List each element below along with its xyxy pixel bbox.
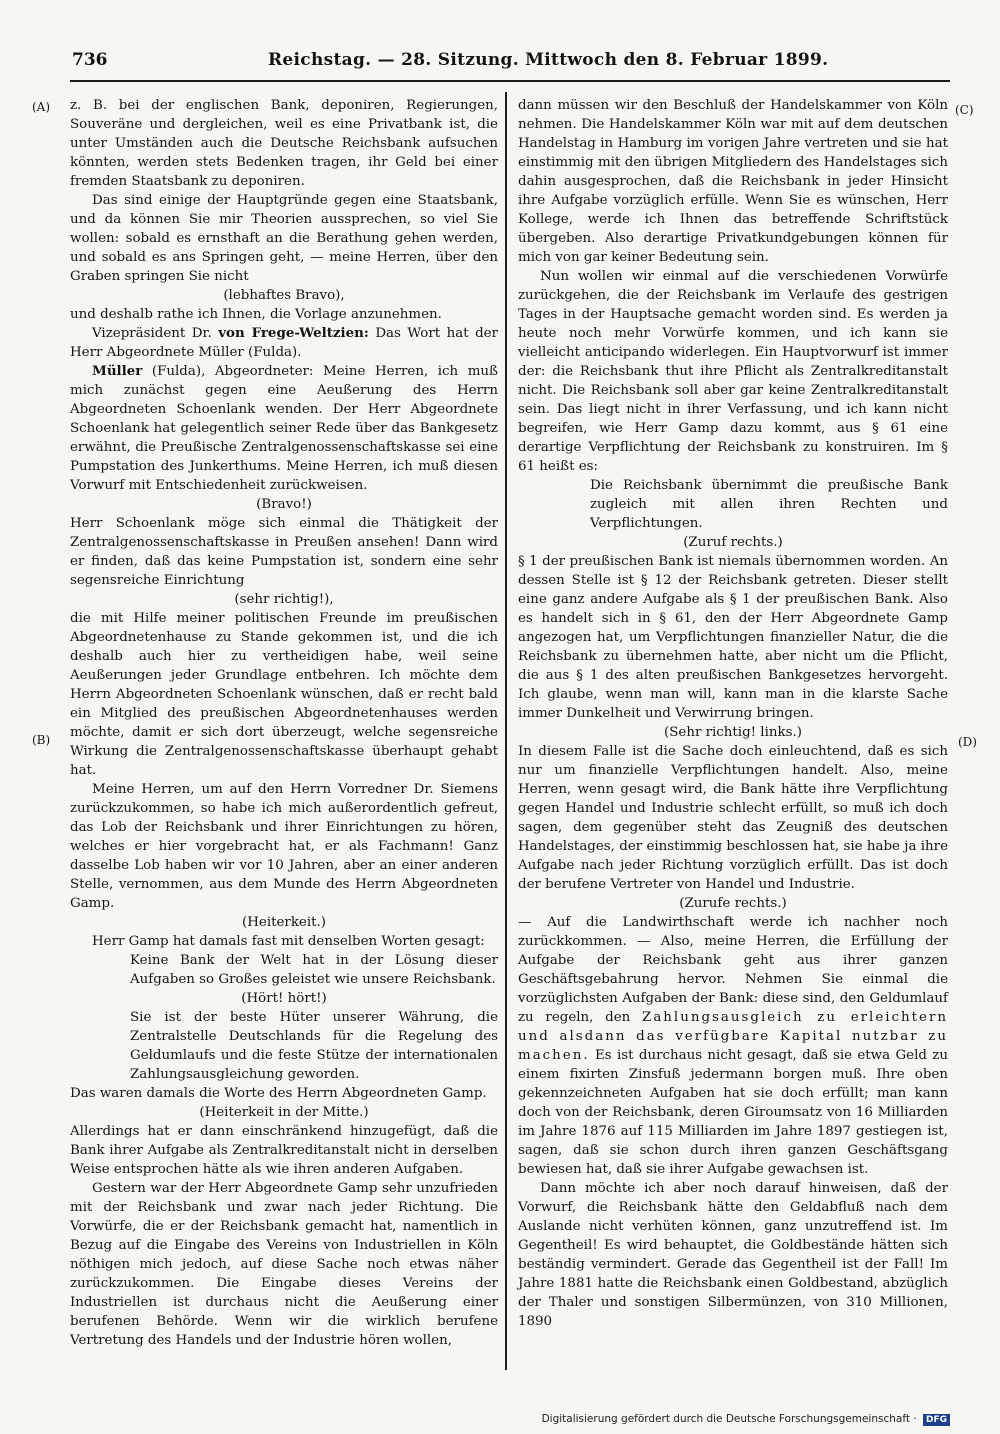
paragraph-text: — Auf die Landwirthschaft werde ich nachher noch zurückkommen. — Also, meine Herren, die Erfüllung der Aufgabe der Reichsbank geht aus ihrer ganzen Geschäftsgebahrung hervor. Nehmen Sie einmal die vorzüglichsten Aufgaben der Bank: diese sind, den Geldumlauf zu regeln, den bbox=[518, 915, 948, 1025]
interjection: (Heiterkeit in der Mitte.) bbox=[199, 1105, 369, 1120]
margin-mark-a: (A) bbox=[32, 100, 51, 114]
paragraph: Nun wollen wir einmal auf die verschiedenen Vorwürfe zurückgehen, die der Reichsbank im Verlaufe des gestrigen Tages in der Hauptsache gemacht worden sind. Es werden ja heute noch mehr Vorwürfe kommen, und ich kann sie vielleicht anticipando widerlegen. Ein Hauptvorwurf ist immer der: die Reichsbank thut ihre Pflicht als Zentralkreditanstalt nicht. Die Reichsbank soll aber gar keine Zentralkreditanstalt sein. Das liegt nicht in ihrer Verfassung, und ich kann nicht begreifen, wie Herr Gamp dazu kommt, aus § 61 eine derartige Verpflichtung der Reichsbank zu konstruiren. Im § 61 heißt es: bbox=[518, 269, 948, 474]
header-rule bbox=[70, 80, 950, 82]
speaker-text: (Fulda), Abgeordneter: Meine Herren, ich muß mich zunächst gegen eine Aeußerung des Herrn Abgeordneten Schoenlank wenden. Der Herr Abgeordnete Schoenlank hat gelegentlich seiner Rede über das Bankgesetz erwähnt, die Preußische Zentralgenossenschaftskasse sei eine Pumpstation des Junkerthums. Meine Herren, ich muß diesen Vorwurf mit Entschiedenheit zurückweisen. bbox=[70, 364, 498, 493]
margin-mark-b: (B) bbox=[32, 733, 51, 747]
left-column bbox=[70, 96, 498, 1350]
interjection: (sehr richtig!), bbox=[234, 592, 334, 607]
quotation: Die Reichsbank übernimmt die preußische Bank zugleich mit allen ihren Rechten und Verpflichtungen. bbox=[590, 478, 948, 531]
paragraph: Das sind einige der Hauptgründe gegen eine Staatsbank, und da können Sie mir Theorien aussprechen, so viel Sie wollen: sobald es ernsthaft an die Berathung gehen werden, und sobald es ans Springen geht, — meine Herren, über den Graben springen Sie nicht bbox=[70, 193, 498, 284]
paragraph: Gestern war der Herr Abgeordnete Gamp sehr unzufrieden mit der Reichsbank und zwar nach jeder Richtung. Die Vorwürfe, die er der Reichsbank gemacht hat, namentlich in Bezug auf die Eingabe des Vereins von Industriellen in Köln nöthigen mich jedoch, auf diese Sache noch etwas näher zurückzukommen. Die Eingabe dieses Vereins der Industriellen ist durchaus nicht die Aeußerung einer berufenen Behörde. Wenn wir die wirklich berufene Vertretung des Handels und der Industrie hören wollen, bbox=[70, 1181, 498, 1348]
paragraph: dann müssen wir den Beschluß der Handelskammer von Köln nehmen. Die Handelskammer Köln war mit auf dem deutschen Handelstag in Hamburg im vorigen Jahre vertreten und sie hat einstimmig mit den übrigen Mitgliedern des Handelstages sich dahin ausgesprochen, daß die Reichsbank in jeder Hinsicht ihre Aufgabe vorzüglich erfülle. Wenn Sie es wünschen, Herr Kollege, werde ich Ihnen das betreffende Schriftstück übergeben. Also derartige Privatkundgebungen können für mich von gar keiner Bedeutung sein. bbox=[518, 98, 948, 265]
column-divider bbox=[505, 92, 507, 1370]
interjection: (Zurufe rechts.) bbox=[679, 896, 787, 911]
interjection: (Heiterkeit.) bbox=[242, 915, 326, 930]
right-column bbox=[518, 96, 948, 1331]
speaker-name: Müller bbox=[92, 363, 143, 379]
paragraph: Das waren damals die Worte des Herrn Abgeordneten Gamp. bbox=[70, 1086, 487, 1101]
paragraph: In diesem Falle ist die Sache doch einleuchtend, daß es sich nur um finanzielle Verpflichtungen handelt. Also, meine Herren, wenn gesagt wird, die Bank hätte ihre Verpflichtung gegen Handel und Industrie schlecht erfüllt, so muß ich doch sagen, dem gegenüber steht das Zeugniß des deutschen Handelstages, der einstimmig beschlossen hat, sie habe ja ihre Aufgabe nach jeder Richtung vorzüglich erfüllt. Das ist doch der berufene Vertreter von Handel und Industrie. bbox=[518, 744, 948, 892]
paragraph-text: Es ist durchaus nicht gesagt, daß sie etwa Geld zu einem fixirten Zinsfuß jedermann borgen muß. Ihre oben gekennzeichneten Aufgaben hat sie doch erfüllt; man kann doch von der Reichsbank, deren Giroumsatz von 16 Milliarden im Jahre 1876 auf 115 Milliarden im Jahre 1897 gestiegen ist, sagen, daß sie schon durch ihren ganzen Geschäftsgang bewiesen hat, daß sie ihrer Aufgabe gewachsen ist. bbox=[518, 1048, 948, 1177]
paragraph: die mit Hilfe meiner politischen Freunde im preußischen Abgeordnetenhause zu Stande gekommen ist, und die ich deshalb auch hier zu vertheidigen habe, weil seine Aeußerungen jeder Grundlage entbehren. Ich möchte dem Herrn Abgeordneten Schoenlank wünschen, daß er recht bald ein Mitglied des preußischen Abgeordnetenhauses werden möchte, damit er sich dort überzeugt, welche segensreiche Wirkung die Zentralgenossenschaftskasse überhaupt gehabt hat. bbox=[70, 611, 498, 778]
interjection: (lebhaftes Bravo), bbox=[223, 288, 345, 303]
paragraph: und deshalb rathe ich Ihnen, die Vorlage anzunehmen. bbox=[70, 307, 442, 322]
quotation: Sie ist der beste Hüter unserer Währung, die Zentralstelle Deutschlands für die Regelung des Geldumlaufs und die feste Stütze der internationalen Zahlungsausgleichung geworden. bbox=[130, 1010, 498, 1082]
paragraph: § 1 der preußischen Bank ist niemals übernommen worden. An dessen Stelle ist § 12 der Reichsbank getreten. Dieser stellt eine ganz andere Aufgabe als § 1 der preußischen Bank. Also es handelt sich in § 61, den der Herr Abgeordnete Gamp angezogen hat, um Verpflichtungen finanzieller Natur, die die Reichsbank zu übernehmen hatte, aber nicht um die Pflicht, die aus § 1 des alten preußischen Bankgesetzes hervorgeht. Ich glaube, wenn man will, kann man in die klarste Sache immer Dunkelheit und Verwirrung bringen. bbox=[518, 554, 948, 721]
interjection: (Hört! hört!) bbox=[241, 991, 327, 1006]
footer-credit bbox=[542, 1413, 950, 1426]
paragraph: Herr Schoenlank möge sich einmal die Thätigkeit der Zentralgenossenschaftskasse in Preußen ansehen! Dann wird er finden, daß das keine Pumpstation ist, sondern eine sehr segensreiche Einrichtung bbox=[70, 516, 498, 588]
margin-mark-d: (D) bbox=[958, 735, 977, 749]
paragraph: z. B. bei der englischen Bank, deponiren, Regierungen, Souveräne und dergleichen, weil es eine Privatbank ist, die unter Umständen auch die Deutsche Reichsbank aufsuchen könnten, werden stets Bedenken tragen, ihr Geld bei einer fremden Staatsbank zu deponiren. bbox=[70, 98, 498, 189]
interjection: (Zuruf rechts.) bbox=[683, 535, 783, 550]
quotation: Keine Bank der Welt hat in der Lösung dieser Aufgaben so Großes geleistet wie unsere Reichsbank. bbox=[130, 953, 498, 987]
footer-text: Digitalisierung gefördert durch die Deutsche Forschungsgemeinschaft · bbox=[541, 1413, 917, 1425]
interjection: (Bravo!) bbox=[256, 497, 312, 512]
speaker-title: Vizepräsident Dr. bbox=[92, 326, 212, 341]
speaker-paragraph bbox=[70, 324, 498, 362]
paragraph: Dann möchte ich aber noch darauf hinweisen, daß der Vorwurf, die Reichsbank hätte den Geldabfluß nach dem Auslande nicht verhüten können, ganz unzutreffend ist. Im Gegentheil! Es wird behauptet, die Goldbestände hätten sich beständig vermindert. Gerade das Gegentheil ist der Fall! Im Jahre 1881 hatte die Reichsbank einen Goldbestand, abzüglich der Thaler und sonstigen Silbermünzen, von 310 Millionen, 1890 bbox=[518, 1181, 948, 1329]
page-number: 736 bbox=[72, 50, 108, 70]
interjection: (Sehr richtig! links.) bbox=[664, 725, 802, 740]
paragraph bbox=[518, 913, 948, 1179]
speaker-name: von Frege-Weltzien: bbox=[218, 325, 369, 341]
speaker-paragraph bbox=[70, 362, 498, 495]
running-head: Reichstag. — 28. Sitzung. Mittwoch den 8. Februar 1899. bbox=[268, 50, 829, 70]
spaced-emphasis: Zahlungsausgleich zu erleichtern und alsdann das verfügbare Kapital nutzbar zu machen. bbox=[518, 1010, 948, 1063]
paragraph: Allerdings hat er dann einschränkend hinzugefügt, daß die Bank ihrer Aufgabe als Zentralkreditanstalt nicht in derselben Weise entsprochen hätte als wie ihren anderen Aufgaben. bbox=[70, 1124, 498, 1177]
speaker-text: Das Wort hat der Herr Abgeordnete Müller (Fulda). bbox=[70, 326, 498, 360]
margin-mark-c: (C) bbox=[955, 103, 974, 117]
paragraph: Meine Herren, um auf den Herrn Vorredner Dr. Siemens zurückzukommen, so habe ich mich außerordentlich gefreut, das Lob der Reichsbank und ihrer Einrichtungen zu hören, welches er hier vorgebracht hat, er als Fachmann! Ganz dasselbe Lob haben wir vor 10 Jahren, aber an einer anderen Stelle, vernommen, aus dem Munde des Herrn Abgeordneten Gamp. bbox=[70, 782, 498, 911]
dfg-logo: DFG bbox=[923, 1414, 950, 1426]
paragraph: Herr Gamp hat damals fast mit denselben Worten gesagt: bbox=[92, 934, 485, 949]
